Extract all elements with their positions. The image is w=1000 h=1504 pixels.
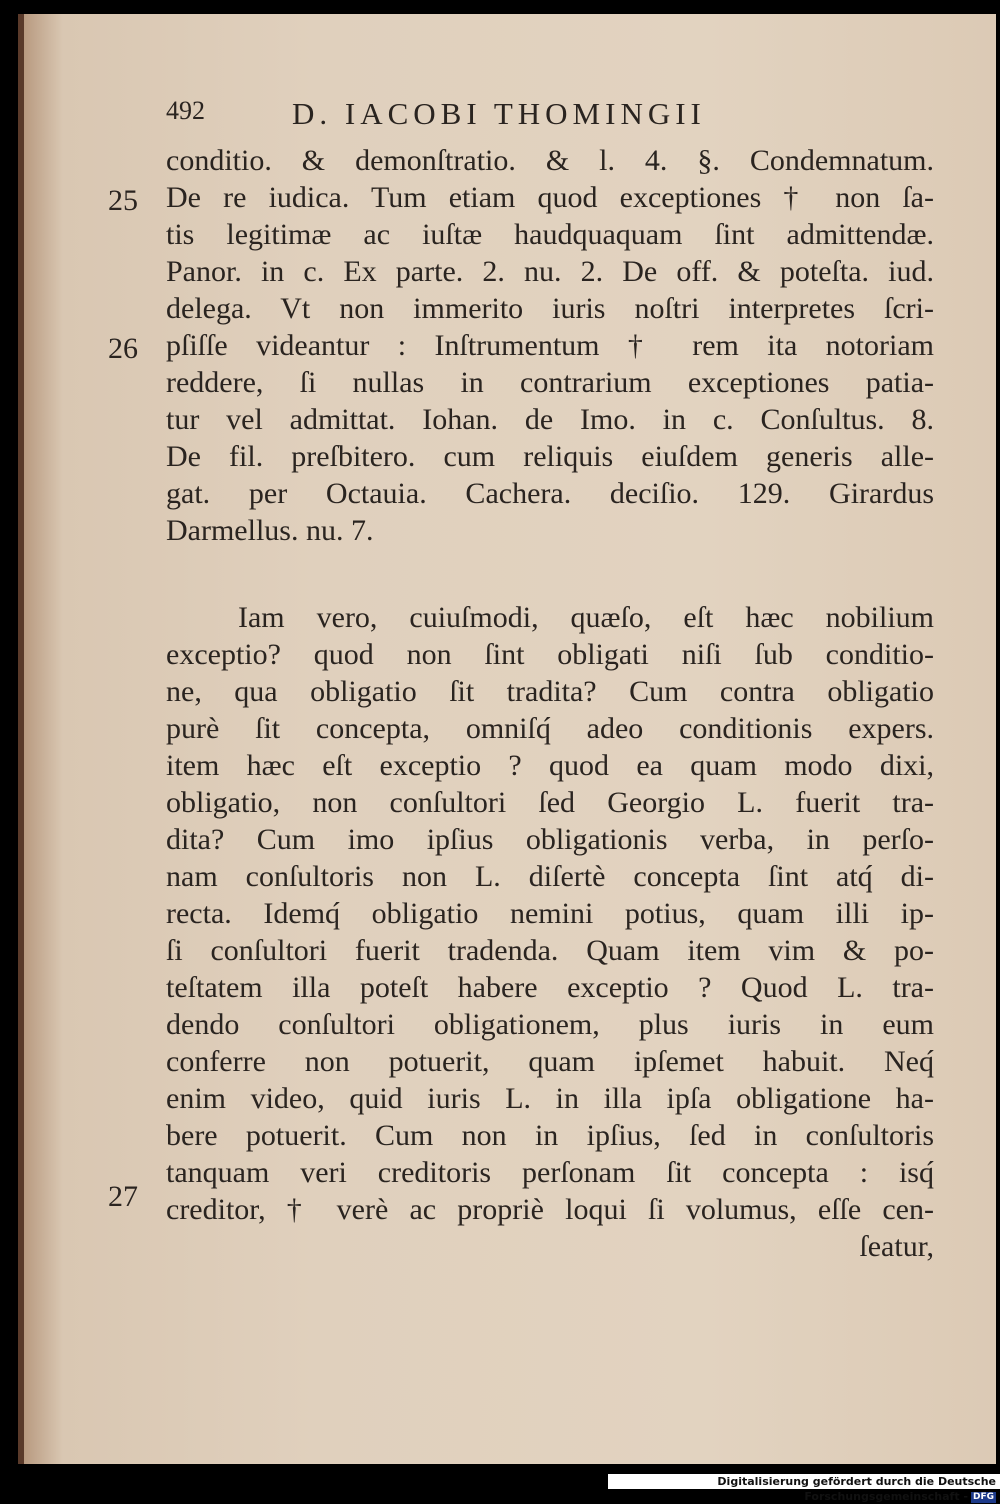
dfg-logo: DFG bbox=[972, 1491, 994, 1502]
text-line: reddere, ſi nullas in contrarium exceptiones patia- bbox=[166, 366, 934, 399]
text-line: pſiſſe videantur : Inſtrumentum † rem ita notoriam bbox=[166, 329, 934, 362]
text-line: delega. Vt non immerito iuris noſtri interpretes ſcri- bbox=[166, 292, 934, 325]
text-line: conditio. & demonſtratio. & l. 4. §. Condemnatum. bbox=[166, 144, 934, 177]
text-line: tis legitimæ ac iuſtæ haudquaquam ſint admittendæ. bbox=[166, 218, 934, 251]
text-line: Iam vero, cuiuſmodi, quæſo, eſt hæc nobilium bbox=[238, 601, 934, 634]
catchword-line: ſeatur, bbox=[859, 1230, 934, 1263]
paragraph-1 bbox=[166, 142, 934, 549]
text-line: ne, qua obligatio ſit tradita? Cum contra obligatio bbox=[166, 675, 934, 708]
text-line: De fil. preſbitero. cum reliquis eiuſdem generis alle- bbox=[166, 440, 934, 473]
text-line: De re iudica. Tum etiam quod exceptiones † non ſa- bbox=[166, 181, 934, 214]
page-text bbox=[166, 142, 934, 1265]
page-number: 492 bbox=[166, 96, 205, 125]
text-line: item hæc eſt exceptio ? quod ea quam modo dixi, bbox=[166, 749, 934, 782]
text-line: creditor, † verè ac propriè loqui ſi volumus, eſſe cen- bbox=[166, 1193, 934, 1226]
text-line: gat. per Octauia. Cachera. deciſio. 129. Girardus bbox=[166, 477, 934, 510]
text-line: dendo conſultori obligationem, plus iuris in eum bbox=[166, 1008, 934, 1041]
paragraph-2 bbox=[166, 599, 934, 1265]
text-line: enim video, quid iuris L. in illa ipſa obligatione ha- bbox=[166, 1082, 934, 1115]
text-line: Darmellus. nu. 7. bbox=[166, 514, 374, 547]
text-line: tur vel admittat. Iohan. de Imo. in c. Conſultus. 8. bbox=[166, 403, 934, 436]
text-line: dita? Cum imo ipſius obligationis verba, in perſo- bbox=[166, 823, 934, 856]
digitization-credit bbox=[608, 1474, 1000, 1503]
text-line: Panor. in c. Ex parte. 2. nu. 2. De off. & poteſta. iud. bbox=[166, 255, 934, 288]
paragraph-gap bbox=[166, 549, 934, 599]
text-line: nam conſultoris non L. diſertè concepta ſint atq́ di- bbox=[166, 860, 934, 893]
text-line: conferre non potuerit, quam ipſemet habuit. Neq́ bbox=[166, 1045, 934, 1078]
margin-number: 27 bbox=[108, 1180, 138, 1213]
text-line: ſi conſultori fuerit tradenda. Quam item vim & po- bbox=[166, 934, 934, 967]
margin-number: 25 bbox=[108, 184, 138, 217]
credit-text: Digitalisierung gefördert durch die Deutsche Forschungsgemeinschaft - bbox=[717, 1475, 996, 1503]
text-line: recta. Idemq́ obligatio nemini potius, quam illi ip- bbox=[166, 897, 934, 930]
text-line: tanquam veri creditoris perſonam ſit concepta : isq́ bbox=[166, 1156, 934, 1189]
text-line: exceptio? quod non ſint obligati niſi ſub conditio- bbox=[166, 638, 934, 671]
margin-number: 26 bbox=[108, 332, 138, 365]
text-line: teſtatem illa poteſt habere exceptio ? Quod L. tra- bbox=[166, 971, 934, 1004]
running-title: D. IACOBI THOMINGII bbox=[292, 96, 706, 131]
text-line: obligatio, non conſultori ſed Georgio L. fuerit tra- bbox=[166, 786, 934, 819]
running-header bbox=[166, 96, 826, 140]
text-line: bere potuerit. Cum non in ipſius, ſed in conſultoris bbox=[166, 1119, 934, 1152]
text-line: purè ſit concepta, omniſq́ adeo conditionis expers. bbox=[166, 712, 934, 745]
